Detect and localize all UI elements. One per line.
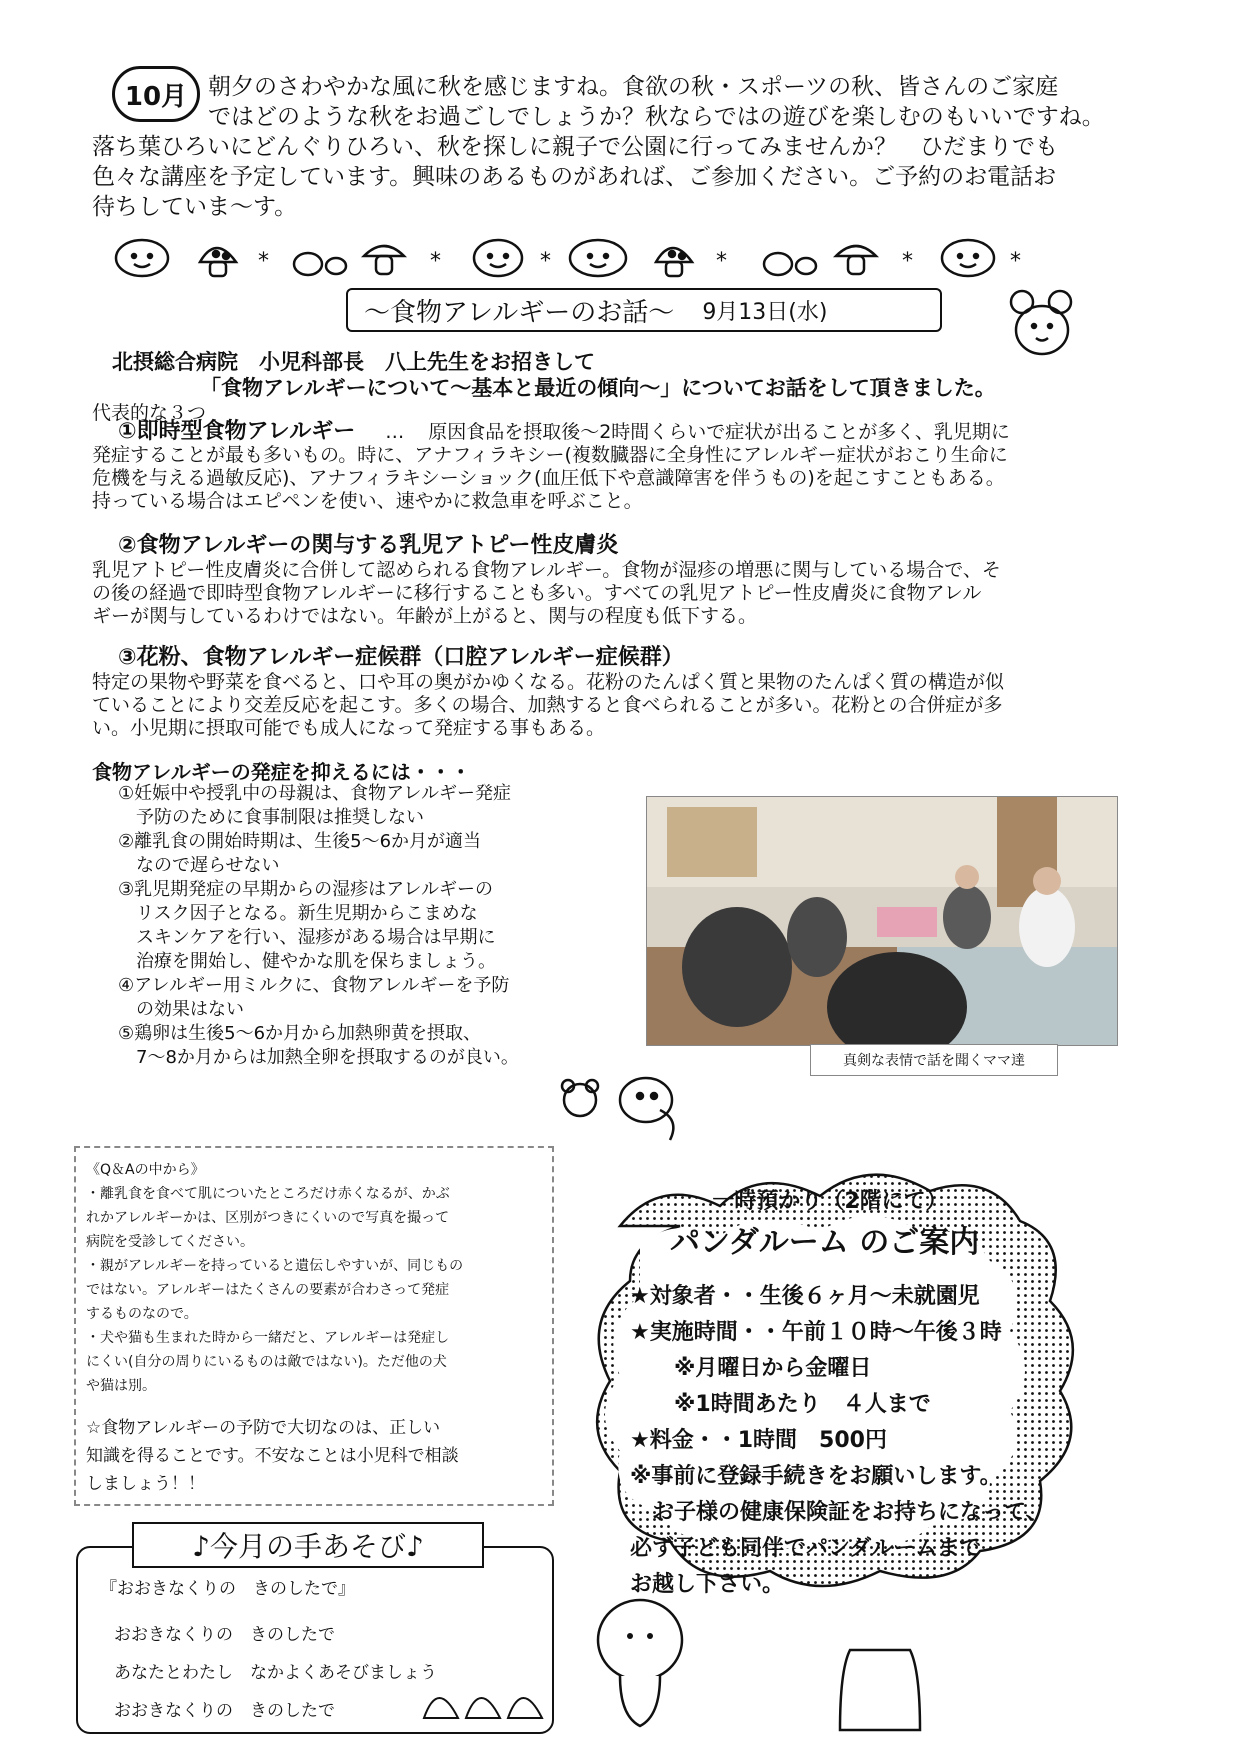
panda-row: お越し下さい。 — [630, 1572, 785, 1597]
qa-line: ・離乳食を食べて肌についたところだけ赤くなるが、かぶ — [86, 1186, 450, 1202]
qa-line: ・犬や猫も生まれた時から一緒だと、アレルギーは発症し — [86, 1330, 450, 1346]
intro-line: 待ちしていま～す。 — [92, 194, 298, 220]
hand-play-line: あなたとわたし なかよくあそびましょう — [114, 1663, 437, 1683]
hand-play-heading: ♪今月の手あそび♪ — [132, 1522, 484, 1568]
section-3-heading: ③花粉、食物アレルギー症候群（口腔アレルギー症候群） — [118, 645, 684, 670]
intro-line: ではどのような秋をお過ごしでしょうか？秋ならではの遊びを楽しむのもいいですね。 — [208, 104, 1105, 130]
prevention-item: リスク因子となる。新生児期からこまめな — [136, 903, 478, 924]
qa-line: ・親がアレルギーを持っていると遺伝しやすいが、同じもの — [86, 1258, 464, 1274]
mushroom-face-icon — [116, 240, 168, 276]
panda-row: ★料金・・1時間 500円 — [630, 1428, 887, 1453]
qa-tip-line: ☆食物アレルギーの予防で大切なのは、正しい — [86, 1418, 441, 1438]
photo-caption: 真剣な表情で話を聞くママ達 — [810, 1044, 1058, 1076]
mushroom-decoration-row — [112, 234, 1152, 290]
intro-paragraph — [92, 72, 1152, 222]
svg-text:*: * — [902, 249, 913, 274]
prevention-heading: 食物アレルギーの発症を抑えるには・・・ — [92, 760, 471, 784]
hand-play-line: おおきなくりの きのしたで — [114, 1625, 335, 1645]
qa-line: にくい(自分の周りにいるものは敵ではない)。ただ他の犬 — [86, 1354, 447, 1370]
qa-line: するものなので。 — [86, 1306, 198, 1322]
prevention-list — [118, 782, 578, 1070]
mushroom-icon — [364, 246, 404, 274]
qa-line: ではない。アレルギーはたくさんの要素が合わさって発症 — [86, 1282, 450, 1298]
section-3-line: い。小児期に摂取可能でも成人になって発症する事もある。 — [92, 717, 606, 739]
section-1-line: 危機を与える過敏反応)、アナフィラキシーショック(血圧低下や意識障害を伴うもの)を起こすこともある。 — [92, 467, 1005, 489]
lecture-photo — [646, 796, 1118, 1046]
mushroom-face-icon — [764, 253, 816, 275]
qa-line: 病院を受診してください。 — [86, 1234, 254, 1250]
prevention-item: 治療を開始し、健やかな肌を保ちましょう。 — [136, 951, 496, 972]
tree-stump-icon — [820, 1630, 940, 1740]
lecture-subtitle: 「食物アレルギーについて～基本と最近の傾向～」についてお話をして頂きました。 — [200, 376, 996, 400]
svg-text:*: * — [430, 249, 441, 274]
prevention-item: ③乳児期発症の早期からの湿疹はアレルギーの — [118, 879, 493, 900]
svg-text:*: * — [540, 249, 551, 274]
month-badge: 10月 — [112, 66, 200, 122]
section-1-line: 原因食品を摂取後～2時間くらいで症状が出ることが多く、乳児期に — [428, 421, 1010, 443]
prevention-item: の効果はない — [136, 999, 244, 1020]
prevention-item: スキンケアを行い、湿疹がある場合は早期に — [136, 927, 496, 948]
section-2-line: ギーが関与しているわけではない。年齢が上がると、関与の程度も低下する。 — [92, 605, 758, 627]
ghost-character-icon — [580, 1580, 700, 1730]
lecture-date: 9月13日(水) — [702, 299, 828, 325]
chestnut-icon — [418, 1684, 548, 1724]
prevention-item: 7～8か月からは加熱全卵を摂取するのが良い。 — [136, 1047, 519, 1068]
typical-three-label: 代表的な３つ — [92, 402, 207, 424]
prevention-item: ①妊娠中や授乳中の母親は、食物アレルギー発症 — [118, 783, 511, 804]
section-1-heading: ①即時型食物アレルギー — [118, 419, 356, 444]
svg-text:*: * — [1010, 249, 1021, 274]
mushroom-face-icon — [942, 240, 994, 276]
prevention-item: ④アレルギー用ミルクに、食物アレルギーを予防 — [118, 975, 510, 996]
prevention-item: 予防のために食事制限は推奨しない — [136, 807, 424, 828]
section-1-line: 発症することが最も多いもの。時に、アナフィラキシー(複数臓器に全身性にアレルギー症状がおこり生命に — [92, 444, 1008, 466]
lecture-title: ～食物アレルギーのお話～ — [364, 297, 675, 328]
qa-line: れかアレルギーかは、区別がつきにくいので写真を撮って — [86, 1210, 450, 1226]
intro-line: 朝夕のさわやかな風に秋を感じますね。食欲の秋・スポーツの秋、皆さんのご家庭 — [208, 74, 1059, 100]
panda-heading-1: 一時預かり（2階にて） — [712, 1189, 948, 1214]
qa-heading: 《Q＆Aの中から》 — [86, 1162, 205, 1178]
svg-text:*: * — [258, 249, 269, 274]
mouse-character-icon — [1006, 288, 1078, 364]
section-2-line: 乳児アトピー性皮膚炎に合併して認められる食物アレルギー。食物が湿疹の増悪に関与している場合で、そ — [92, 559, 1001, 581]
panda-row: ★実施時間・・午前１０時～午後３時 — [630, 1320, 1002, 1345]
mushroom-face-icon — [474, 240, 522, 276]
mushroom-icon — [200, 248, 236, 276]
section-2 — [92, 528, 1152, 628]
section-3-line: ていることにより交差反応を起こす。多くの場合、加熱すると食べられることが多い。花粉との合併症が多 — [92, 694, 1003, 716]
mushroom-face-icon — [294, 253, 346, 275]
panda-row: ※月曜日から金曜日 — [630, 1356, 872, 1381]
bear-elephant-characters-icon — [560, 1070, 690, 1146]
panda-heading-2: パンダルーム のご案内 — [670, 1225, 980, 1260]
lecture-title-box — [346, 288, 942, 332]
section-3 — [92, 640, 1152, 740]
panda-row: ※1時間あたり ４人まで — [630, 1392, 931, 1417]
panda-row: お子様の健康保険証をお持ちになって、 — [630, 1500, 1048, 1525]
qa-line: や猫は別。 — [86, 1378, 156, 1394]
section-3-line: 特定の果物や野菜を食べると、口や耳の奥がかゆくなる。花粉のたんぱく質と果物のたんぱく質の構造が似 — [92, 671, 1005, 693]
mushroom-face-icon — [570, 240, 626, 276]
qa-tip-line: 知識を得ることです。不安なことは小児科で相談 — [86, 1446, 459, 1466]
panda-row: ★対象者・・生後６ヶ月～未就園児 — [630, 1284, 980, 1309]
intro-line: 色々な講座を予定しています。興味のあるものがあれば、ご参加ください。ご予約のお電話お — [92, 164, 1057, 190]
prevention-item: ⑤鶏卵は生後5～6か月から加熱卵黄を摂取、 — [118, 1023, 482, 1044]
qa-tip — [86, 1414, 542, 1498]
panda-row: 必ず子ども同伴でパンダルームまで — [630, 1536, 982, 1561]
section-2-line: の後の経過で即時型食物アレルギーに移行することも多い。すべての乳児アトピー性皮膚炎に食物アレル — [92, 582, 982, 604]
mushroom-icon — [836, 246, 876, 274]
prevention-item: ②離乳食の開始時期は、生後5～6か月が適当 — [118, 831, 482, 852]
svg-text:*: * — [716, 249, 727, 274]
panda-room-info — [630, 1184, 1110, 1603]
hand-play-box — [76, 1546, 554, 1734]
prevention-item: なので遅らせない — [136, 855, 280, 876]
section-2-heading: ②食物アレルギーの関与する乳児アトピー性皮膚炎 — [118, 533, 619, 558]
section-1-dots: … — [385, 421, 405, 443]
hand-play-title: 『おおきなくりの きのしたで』 — [100, 1579, 355, 1599]
qa-box — [74, 1146, 554, 1506]
intro-line: 落ち葉ひろいにどんぐりひろい、秋を探しに親子で公園に行ってみませんか？ ひだまりでも — [92, 134, 1058, 160]
section-1-line: 持っている場合はエピペンを使い、速やかに救急車を呼ぶこと。 — [92, 490, 643, 512]
section-1 — [92, 420, 1152, 513]
qa-tip-line: しましょう！！ — [86, 1474, 205, 1494]
mushroom-icon — [656, 248, 692, 276]
hand-play-line: おおきなくりの きのしたで — [114, 1701, 335, 1721]
lecture-speaker: 北摂総合病院 小児科部長 八上先生をお招きして — [112, 350, 595, 374]
panda-row: ※事前に登録手続きをお願いします。 — [630, 1464, 1002, 1489]
